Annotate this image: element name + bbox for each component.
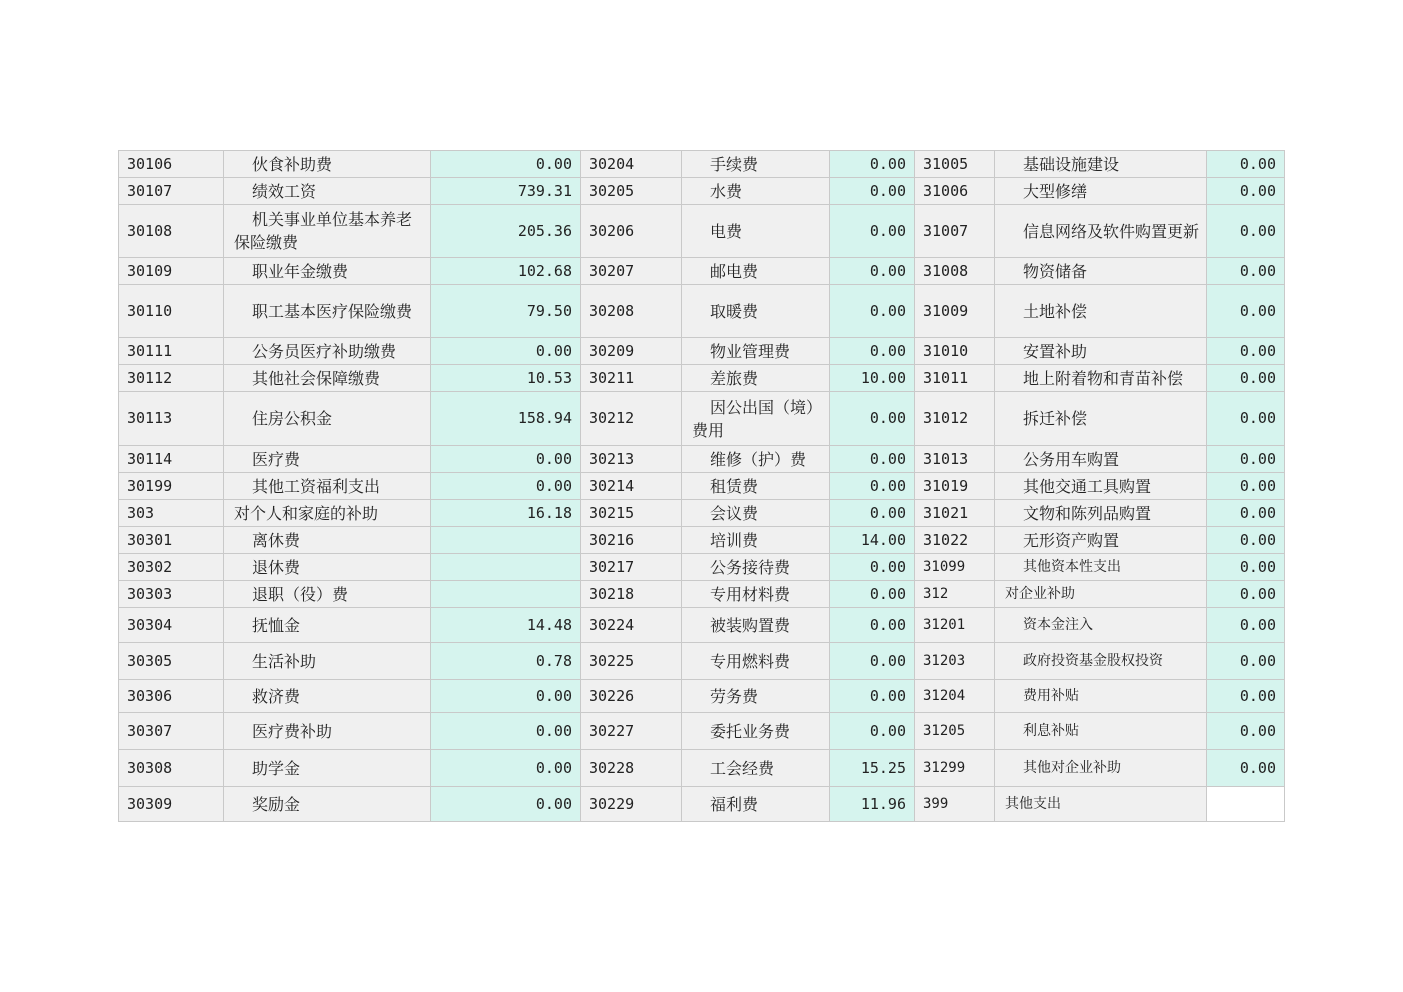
table-row (119, 365, 1285, 392)
name-cell: 其他资本性支出 (995, 554, 1207, 581)
value-cell: 0.00 (830, 500, 915, 527)
name-cell: 劳务费 (682, 680, 830, 713)
name-cell: 无形资产购置 (995, 527, 1207, 554)
value-cell: 0.00 (830, 338, 915, 365)
code-cell: 30305 (119, 643, 224, 680)
name-cell: 被装购置费 (682, 608, 830, 643)
table-row (119, 581, 1285, 608)
code-cell: 30216 (581, 527, 682, 554)
code-cell: 31021 (915, 500, 995, 527)
name-cell: 文物和陈列品购置 (995, 500, 1207, 527)
value-cell: 14.00 (830, 527, 915, 554)
code-cell: 31019 (915, 473, 995, 500)
value-cell: 0.00 (830, 680, 915, 713)
value-cell: 0.00 (1207, 178, 1285, 205)
code-cell: 31201 (915, 608, 995, 643)
value-cell: 0.00 (431, 473, 581, 500)
value-cell: 0.00 (1207, 581, 1285, 608)
name-cell: 医疗费补助 (224, 713, 431, 750)
name-cell: 差旅费 (682, 365, 830, 392)
name-cell: 取暖费 (682, 285, 830, 338)
value-cell: 14.48 (431, 608, 581, 643)
code-cell: 30106 (119, 151, 224, 178)
table-row (119, 500, 1285, 527)
name-cell: 会议费 (682, 500, 830, 527)
table-body (119, 151, 1285, 822)
value-cell: 15.25 (830, 750, 915, 787)
value-cell: 0.00 (830, 554, 915, 581)
value-cell: 0.00 (830, 392, 915, 446)
table-row (119, 205, 1285, 258)
name-cell: 其他支出 (995, 787, 1207, 822)
value-cell: 0.00 (1207, 680, 1285, 713)
code-cell: 30204 (581, 151, 682, 178)
code-cell: 31011 (915, 365, 995, 392)
code-cell: 30110 (119, 285, 224, 338)
name-cell: 维修（护）费 (682, 446, 830, 473)
name-cell: 其他工资福利支出 (224, 473, 431, 500)
name-cell: 委托业务费 (682, 713, 830, 750)
value-cell: 0.00 (431, 338, 581, 365)
value-cell: 102.68 (431, 258, 581, 285)
table-row (119, 258, 1285, 285)
value-cell: 0.00 (830, 643, 915, 680)
code-cell: 30112 (119, 365, 224, 392)
code-cell: 31204 (915, 680, 995, 713)
value-cell: 79.50 (431, 285, 581, 338)
value-cell: 0.00 (830, 473, 915, 500)
value-cell: 0.00 (830, 446, 915, 473)
code-cell: 31008 (915, 258, 995, 285)
value-cell: 0.00 (1207, 554, 1285, 581)
name-cell: 职业年金缴费 (224, 258, 431, 285)
code-cell: 30107 (119, 178, 224, 205)
value-cell: 0.00 (1207, 205, 1285, 258)
table-row (119, 392, 1285, 446)
value-cell: 0.00 (830, 581, 915, 608)
value-cell: 0.00 (830, 285, 915, 338)
code-cell: 30301 (119, 527, 224, 554)
code-cell: 399 (915, 787, 995, 822)
value-cell: 0.00 (1207, 446, 1285, 473)
name-cell: 地上附着物和青苗补偿 (995, 365, 1207, 392)
table-row (119, 787, 1285, 822)
table-row (119, 151, 1285, 178)
name-cell: 因公出国（境）费用 (682, 392, 830, 446)
table-row (119, 554, 1285, 581)
code-cell: 30225 (581, 643, 682, 680)
code-cell: 31012 (915, 392, 995, 446)
value-cell: 10.00 (830, 365, 915, 392)
name-cell: 政府投资基金股权投资 (995, 643, 1207, 680)
name-cell: 伙食补助费 (224, 151, 431, 178)
code-cell: 31205 (915, 713, 995, 750)
value-cell: 0.00 (830, 151, 915, 178)
code-cell: 31010 (915, 338, 995, 365)
name-cell: 其他社会保障缴费 (224, 365, 431, 392)
code-cell: 30113 (119, 392, 224, 446)
code-cell: 31013 (915, 446, 995, 473)
code-cell: 31022 (915, 527, 995, 554)
name-cell: 福利费 (682, 787, 830, 822)
code-cell: 30209 (581, 338, 682, 365)
code-cell: 30303 (119, 581, 224, 608)
name-cell: 电费 (682, 205, 830, 258)
value-cell: 0.00 (1207, 527, 1285, 554)
table-row (119, 446, 1285, 473)
name-cell: 专用材料费 (682, 581, 830, 608)
name-cell: 信息网络及软件购置更新 (995, 205, 1207, 258)
name-cell: 水费 (682, 178, 830, 205)
name-cell: 机关事业单位基本养老保险缴费 (224, 205, 431, 258)
code-cell: 31203 (915, 643, 995, 680)
name-cell: 奖励金 (224, 787, 431, 822)
value-cell: 0.00 (830, 608, 915, 643)
name-cell: 利息补贴 (995, 713, 1207, 750)
value-cell: 0.78 (431, 643, 581, 680)
code-cell: 30226 (581, 680, 682, 713)
name-cell: 退职（役）费 (224, 581, 431, 608)
table-row (119, 680, 1285, 713)
value-cell: 0.00 (1207, 750, 1285, 787)
code-cell: 31005 (915, 151, 995, 178)
value-cell: 11.96 (830, 787, 915, 822)
value-cell (431, 527, 581, 554)
code-cell: 30215 (581, 500, 682, 527)
code-cell: 30212 (581, 392, 682, 446)
value-cell: 0.00 (830, 205, 915, 258)
name-cell: 专用燃料费 (682, 643, 830, 680)
value-cell: 0.00 (1207, 500, 1285, 527)
name-cell: 退休费 (224, 554, 431, 581)
value-cell: 0.00 (1207, 151, 1285, 178)
code-cell: 30306 (119, 680, 224, 713)
name-cell: 生活补助 (224, 643, 431, 680)
value-cell: 0.00 (1207, 392, 1285, 446)
table-row (119, 473, 1285, 500)
value-cell (1207, 787, 1285, 822)
table-row (119, 643, 1285, 680)
name-cell: 邮电费 (682, 258, 830, 285)
code-cell: 30208 (581, 285, 682, 338)
name-cell: 租赁费 (682, 473, 830, 500)
value-cell: 0.00 (431, 750, 581, 787)
value-cell: 739.31 (431, 178, 581, 205)
name-cell: 费用补贴 (995, 680, 1207, 713)
value-cell: 0.00 (431, 787, 581, 822)
table-row (119, 527, 1285, 554)
table-row (119, 178, 1285, 205)
name-cell: 医疗费 (224, 446, 431, 473)
value-cell: 158.94 (431, 392, 581, 446)
value-cell: 0.00 (830, 713, 915, 750)
code-cell: 30207 (581, 258, 682, 285)
value-cell: 0.00 (431, 713, 581, 750)
value-cell (431, 554, 581, 581)
code-cell: 312 (915, 581, 995, 608)
code-cell: 31099 (915, 554, 995, 581)
value-cell: 0.00 (431, 446, 581, 473)
value-cell: 10.53 (431, 365, 581, 392)
name-cell: 公务员医疗补助缴费 (224, 338, 431, 365)
name-cell: 土地补偿 (995, 285, 1207, 338)
code-cell: 30229 (581, 787, 682, 822)
code-cell: 30205 (581, 178, 682, 205)
code-cell: 30224 (581, 608, 682, 643)
code-cell: 31299 (915, 750, 995, 787)
value-cell: 205.36 (431, 205, 581, 258)
value-cell (431, 581, 581, 608)
value-cell: 0.00 (1207, 285, 1285, 338)
value-cell: 0.00 (1207, 608, 1285, 643)
value-cell: 0.00 (830, 258, 915, 285)
code-cell: 30108 (119, 205, 224, 258)
name-cell: 基础设施建设 (995, 151, 1207, 178)
name-cell: 物业管理费 (682, 338, 830, 365)
name-cell: 救济费 (224, 680, 431, 713)
code-cell: 30304 (119, 608, 224, 643)
code-cell: 30114 (119, 446, 224, 473)
code-cell: 30199 (119, 473, 224, 500)
table-row (119, 713, 1285, 750)
code-cell: 30211 (581, 365, 682, 392)
code-cell: 30218 (581, 581, 682, 608)
name-cell: 对个人和家庭的补助 (224, 500, 431, 527)
name-cell: 助学金 (224, 750, 431, 787)
name-cell: 绩效工资 (224, 178, 431, 205)
code-cell: 31006 (915, 178, 995, 205)
table-row (119, 285, 1285, 338)
name-cell: 其他交通工具购置 (995, 473, 1207, 500)
name-cell: 离休费 (224, 527, 431, 554)
value-cell: 0.00 (1207, 643, 1285, 680)
table-row (119, 750, 1285, 787)
name-cell: 安置补助 (995, 338, 1207, 365)
value-cell: 0.00 (431, 151, 581, 178)
name-cell: 大型修缮 (995, 178, 1207, 205)
code-cell: 30308 (119, 750, 224, 787)
name-cell: 资本金注入 (995, 608, 1207, 643)
code-cell: 30213 (581, 446, 682, 473)
name-cell: 公务接待费 (682, 554, 830, 581)
name-cell: 培训费 (682, 527, 830, 554)
code-cell: 30217 (581, 554, 682, 581)
code-cell: 30214 (581, 473, 682, 500)
value-cell: 0.00 (1207, 258, 1285, 285)
name-cell: 工会经费 (682, 750, 830, 787)
value-cell: 0.00 (1207, 338, 1285, 365)
code-cell: 30228 (581, 750, 682, 787)
table-row (119, 338, 1285, 365)
code-cell: 30302 (119, 554, 224, 581)
code-cell: 30109 (119, 258, 224, 285)
name-cell: 对企业补助 (995, 581, 1207, 608)
name-cell: 手续费 (682, 151, 830, 178)
name-cell: 职工基本医疗保险缴费 (224, 285, 431, 338)
code-cell: 30309 (119, 787, 224, 822)
code-cell: 30111 (119, 338, 224, 365)
name-cell: 公务用车购置 (995, 446, 1207, 473)
name-cell: 抚恤金 (224, 608, 431, 643)
value-cell: 0.00 (1207, 713, 1285, 750)
value-cell: 0.00 (1207, 365, 1285, 392)
table-row (119, 608, 1285, 643)
code-cell: 31007 (915, 205, 995, 258)
value-cell: 0.00 (431, 680, 581, 713)
code-cell: 303 (119, 500, 224, 527)
value-cell: 0.00 (1207, 473, 1285, 500)
name-cell: 其他对企业补助 (995, 750, 1207, 787)
code-cell: 31009 (915, 285, 995, 338)
value-cell: 0.00 (830, 178, 915, 205)
code-cell: 30307 (119, 713, 224, 750)
value-cell: 16.18 (431, 500, 581, 527)
code-cell: 30206 (581, 205, 682, 258)
budget-table (118, 150, 1285, 822)
name-cell: 物资储备 (995, 258, 1207, 285)
name-cell: 拆迁补偿 (995, 392, 1207, 446)
name-cell: 住房公积金 (224, 392, 431, 446)
code-cell: 30227 (581, 713, 682, 750)
